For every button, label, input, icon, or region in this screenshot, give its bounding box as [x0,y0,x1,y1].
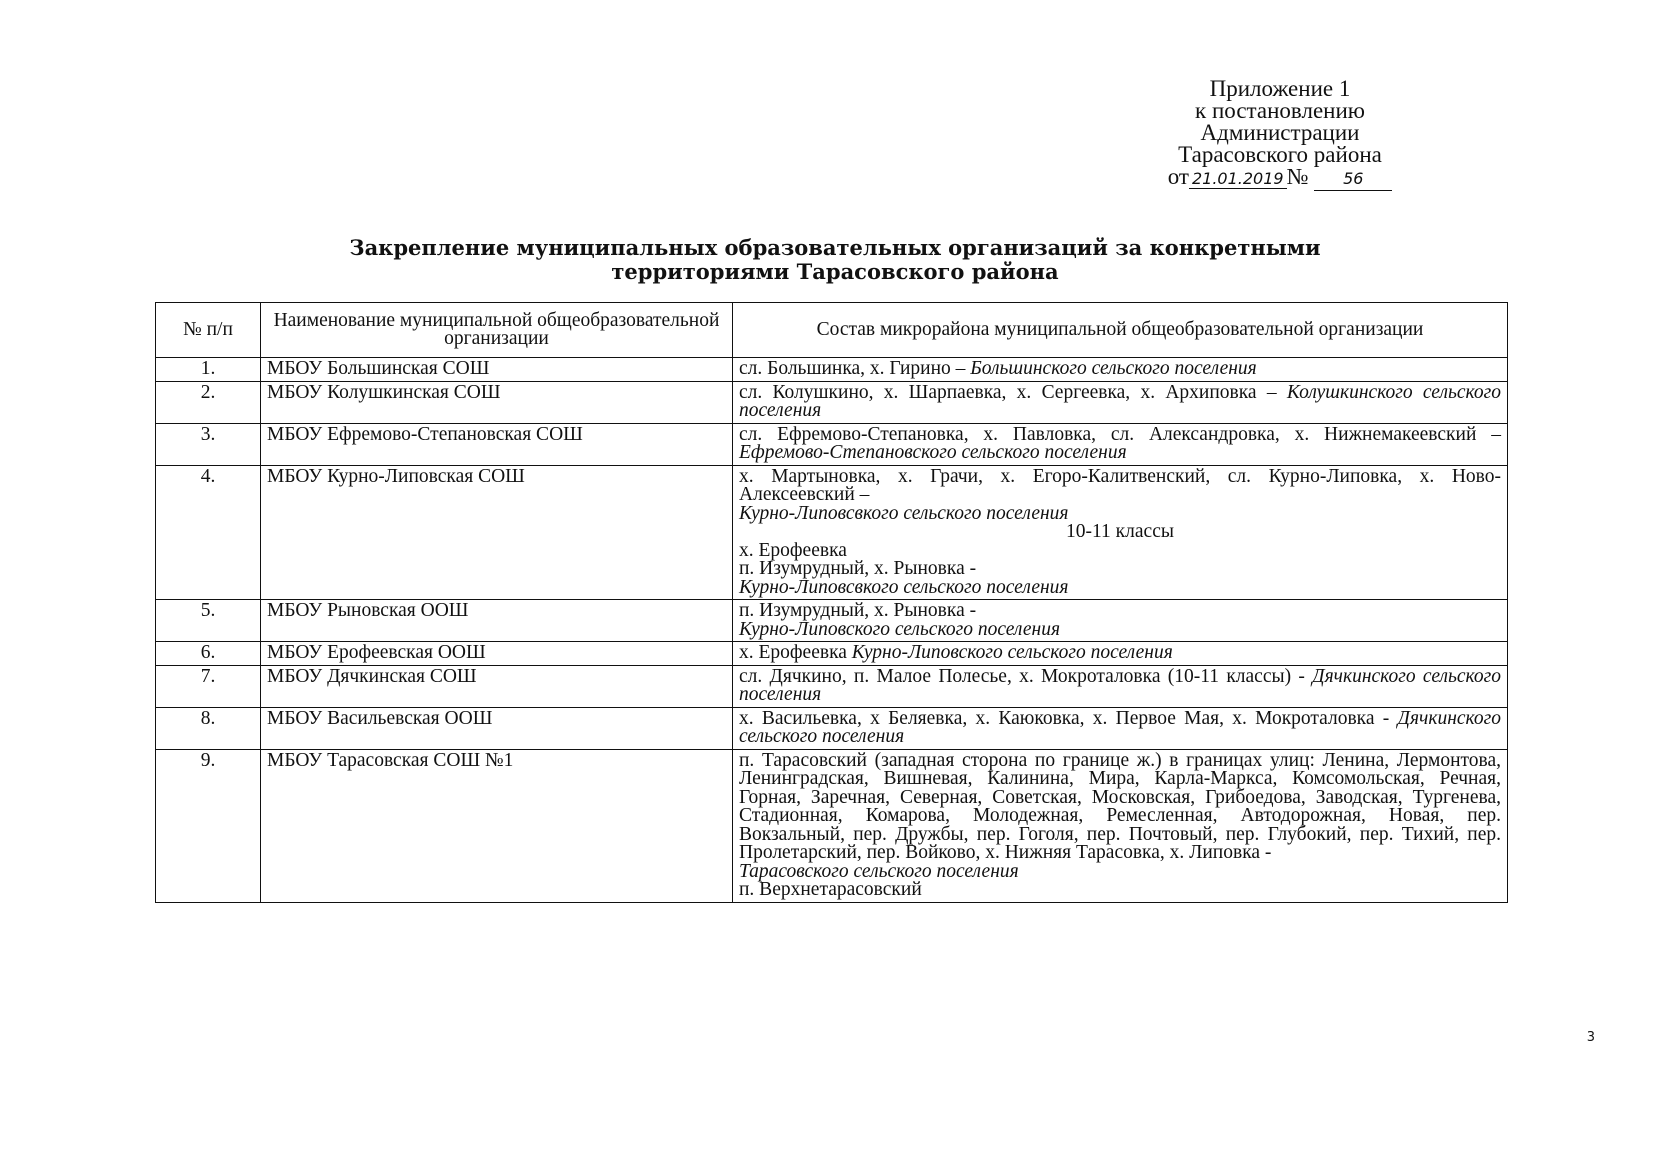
allocation-table [155,302,1508,903]
table-row [156,665,1508,707]
date-prefix: от [1167,164,1189,189]
appendix-date-line [1120,166,1440,191]
area-localities: п. Изумрудный, х. Рыновка - [739,600,977,621]
document-title-line-2: территориями Тарасовского района [611,259,1059,284]
row-organization: МБОУ Курно-Липовская СОШ [261,465,733,600]
row-number: 3. [156,423,261,465]
area-extra-locality: п. Верхнетарасовский [739,879,922,900]
handwritten-number: 56 [1314,168,1392,191]
number-sign: № [1286,164,1309,189]
row-microdistrict [733,381,1508,423]
area-localities: сл. Колушкино, х. Шарпаевка, х. Сергеевка, х. Архиповка – [739,381,1277,403]
appendix-title: Приложение 1 [1209,76,1351,101]
area-extra-locality: х. Ерофеевка [739,539,847,561]
row-organization: МБОУ Большинская СОШ [261,358,733,382]
row-organization: МБОУ Колушкинская СОШ [261,381,733,423]
area-settlement: Тарасовского сельского поселения [739,860,1019,882]
area-settlement: Ефремово-Степановского сельского поселения [739,442,1127,463]
row-microdistrict [733,749,1508,902]
row-number: 8. [156,707,261,749]
table-row [156,707,1508,749]
row-number: 1. [156,358,261,382]
row-number: 5. [156,600,261,642]
row-number: 7. [156,665,261,707]
header-number: № п/п [156,303,261,358]
area-extra-settlement: Курно-Липовсвкого сельского поселения [739,576,1069,598]
row-microdistrict [733,665,1508,707]
area-settlement: Курно-Липовсвкого сельского поселения [739,502,1069,524]
table-row [156,600,1508,642]
row-organization: МБОУ Дячкинская СОШ [261,665,733,707]
row-microdistrict [733,600,1508,642]
appendix-header [1120,78,1440,191]
row-organization: МБОУ Рыновская ООШ [261,600,733,642]
header-organization: Наименование муниципальной общеобразовательной организации [261,303,733,358]
document-title-line-1: Закрепление муниципальных образовательных организаций за конкретными [349,235,1321,260]
area-localities: сл. Большинка, х. Гирино – [739,358,966,379]
area-localities: х. Васильевка, х Беляевка, х. Каюковка, х. Первое Мая, х. Мокроталовка - [739,707,1390,729]
page-number: 3 [1586,1030,1595,1045]
table-row [156,423,1508,465]
handwritten-date: 21.01.2019 [1189,169,1287,189]
table-row [156,749,1508,902]
row-microdistrict [733,358,1508,382]
area-settlement: Большинского сельского поселения [970,358,1257,379]
table-row [156,465,1508,600]
row-organization: МБОУ Ефремово-Степановская СОШ [261,423,733,465]
row-microdistrict [733,642,1508,666]
area-settlement: Дячкинского сельского поселения [739,665,1502,705]
row-microdistrict [733,465,1508,600]
table-row [156,642,1508,666]
header-microdistrict: Состав микрорайона муниципальной общеобразовательной организации [733,303,1508,358]
table-row [156,381,1508,423]
row-microdistrict [733,707,1508,749]
area-settlement: Дячкинского сельского поселения [739,707,1502,747]
row-number: 4. [156,465,261,600]
area-settlement: Колушкинского сельского поселения [739,381,1501,421]
appendix-resolution-label: к постановлению [1195,98,1365,123]
table-row [156,358,1508,382]
table-header-row [156,303,1508,358]
row-number: 9. [156,749,261,902]
area-settlement: Курно-Липовского сельского поселения [739,618,1061,640]
document-title [170,236,1500,284]
row-organization: МБОУ Тарасовская СОШ №1 [261,749,733,902]
area-localities: п. Тарасовский (западная сторона по границе ж.) в границах улиц: Ленина, Лермонтова, Ленинградская, Вишневая, Калинина, Мира, Карла-Маркса, Комсомольская, Речная, Горная, Заречная, Северная, Советская, Московская, Грибоедова, Заводская, Тургенева, Стадионная, Комарова, Молодежная, Ремесленная, Автодорожная, Новая, пер. Вокзальный, пер. Дружбы, пер. Гоголя, пер. Почтовый, пер. Глубокий, пер. Тихий, пер. Пролетарский, пер. Войково, х. Нижняя Тарасовка, х. Липовка - [739,749,1501,863]
area-extra-localities: п. Изумрудный, х. Рыновка - [739,558,977,579]
appendix-district-label: Тарасовского района [1178,142,1382,167]
row-organization: МБОУ Васильевская ООШ [261,707,733,749]
row-number: 6. [156,642,261,666]
area-localities: сл. Дячкино, п. Малое Полесье, х. Мокроталовка (10-11 классы) - [739,665,1305,687]
area-localities: х. Ерофеевка [739,642,847,663]
row-organization: МБОУ Ерофеевская ООШ [261,642,733,666]
area-subheading: 10-11 классы [1066,521,1174,542]
area-localities: х. Мартыновка, х. Грачи, х. Егоро-Калитвенский, сл. Курно-Липовка, х. Ново-Алексеевский – [739,465,1501,505]
row-number: 2. [156,381,261,423]
area-settlement: Курно-Липовского сельского поселения [851,642,1173,663]
area-localities: сл. Ефремово-Степановка, х. Павловка, сл. Александровка, х. Нижнемакеевский – [739,423,1501,445]
appendix-administration-label: Администрации [1200,120,1360,145]
row-microdistrict [733,423,1508,465]
